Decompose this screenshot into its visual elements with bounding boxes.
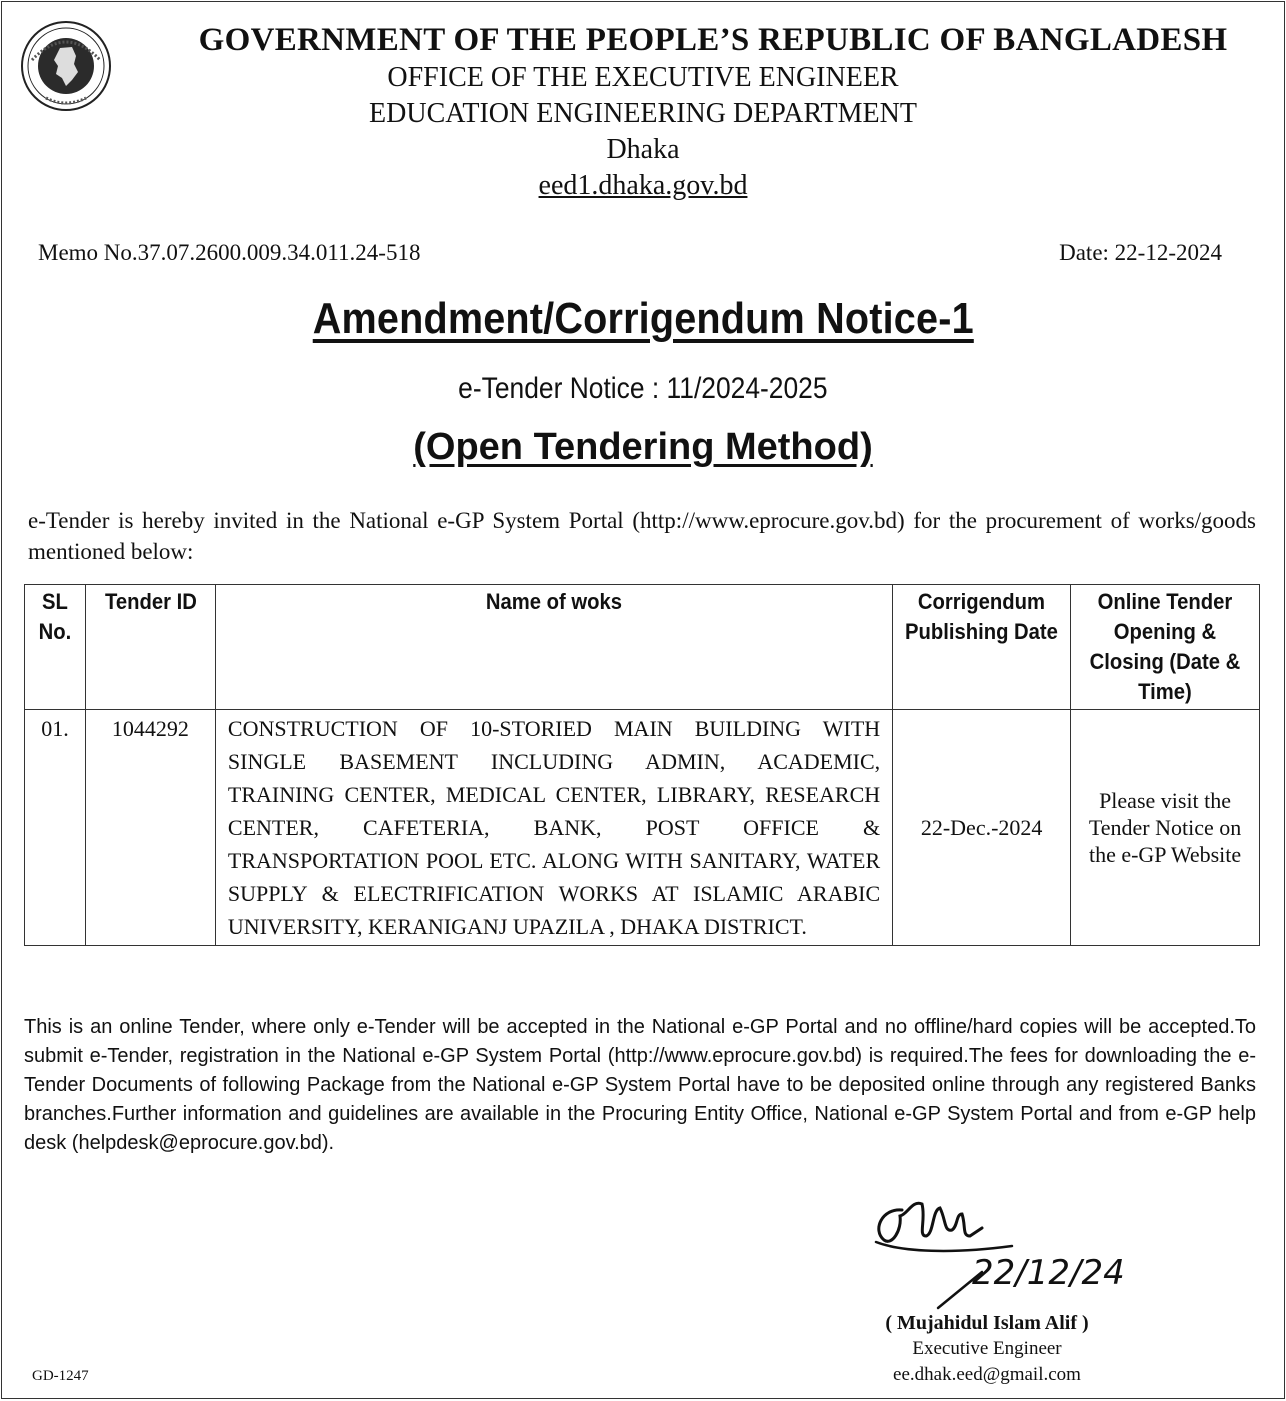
- government-title: GOVERNMENT OF THE PEOPLE’S REPUBLIC OF BANGLADESH: [198, 22, 1228, 58]
- table-header-row: [25, 585, 1260, 710]
- cell-name-of-works: CONSTRUCTION OF 10-STORIED MAIN BUILDING WITH SINGLE BASEMENT INCLUDING ADMIN, ACADEMIC, TRAINING CENTER, MEDICAL CENTER, LIBRARY, RESEARCH CENTER, CAFETERIA, BANK, POST OFFICE & TRANSPORTATION POOL ETC. ALONG WITH SANITARY, WATER SUPPLY & ELECTRIFICATION WORKS AT ISLAMIC ARABIC UNIVERSITY, KERANIGANJ UPAZILA , DHAKA DISTRICT.: [215, 710, 892, 946]
- memo-date: Date: 22-12-2024: [1059, 240, 1222, 265]
- cell-opening-closing: Please visit the Tender Notice on the e-GP Website: [1071, 710, 1260, 946]
- tender-table: [24, 584, 1260, 946]
- department-title: EDUCATION ENGINEERING DEPARTMENT: [369, 98, 917, 129]
- notice-page: [1, 1, 1285, 1399]
- tendering-method: (Open Tendering Method): [413, 426, 873, 468]
- letterhead: [2, 20, 1284, 204]
- header-sl: SL No.: [25, 585, 86, 710]
- cell-tender-id: 1044292: [85, 710, 215, 946]
- cell-publishing-date: 22-Dec.-2024: [893, 710, 1071, 946]
- signatory-email[interactable]: ee.dhak.eed@gmail.com: [893, 1364, 1081, 1385]
- signature-date: 22/12/24: [972, 1253, 1125, 1293]
- signature-block: [862, 1310, 1112, 1388]
- handwritten-signature-icon: [862, 1180, 1152, 1310]
- notice-title: Amendment/Corrigendum Notice-1: [312, 294, 974, 343]
- footer-paragraph: This is an online Tender, where only e-Tender will be accepted in the National e-GP Portal and no offline/hard copies will be accepted.To submit e-Tender, registration in the National e-GP System Portal (http://www.eprocure.gov.bd) is required.The fees for downloading the e-Tender Documents of following Package from the National e-GP System Portal have to be deposited online through any registered Banks branches.Further information and guidelines are available in the Procuring Entity Office, National e-GP System Portal and from e-GP help desk (helpdesk@eprocure.gov.bd).: [24, 1016, 1256, 1154]
- website-link[interactable]: eed1.dhaka.gov.bd: [538, 170, 748, 201]
- header-tender-id: Tender ID: [85, 585, 215, 710]
- table-row: [25, 710, 1260, 946]
- signatory-designation: Executive Engineer: [912, 1338, 1062, 1359]
- tender-notice-number: e-Tender Notice : 11/2024-2025: [458, 372, 828, 405]
- office-title: OFFICE OF THE EXECUTIVE ENGINEER: [387, 62, 899, 93]
- header-opening-closing: Online Tender Opening & Closing (Date & Time): [1071, 585, 1260, 710]
- cell-sl: 01.: [25, 710, 86, 946]
- memo-number: Memo No.37.07.2600.009.34.011.24-518: [38, 240, 421, 265]
- header-name-of-works: Name of woks: [215, 585, 892, 710]
- city: Dhaka: [606, 134, 680, 165]
- signatory-name: ( Mujahidul Islam Alif ): [885, 1312, 1089, 1334]
- document-code: GD-1247: [32, 1368, 89, 1384]
- intro-paragraph: e-Tender is hereby invited in the National e-GP System Portal (http://www.eprocure.gov.bd) for the procurement of works/goods mentioned below:: [28, 508, 1256, 564]
- header-publishing-date: Corrigendum Publishing Date: [893, 585, 1071, 710]
